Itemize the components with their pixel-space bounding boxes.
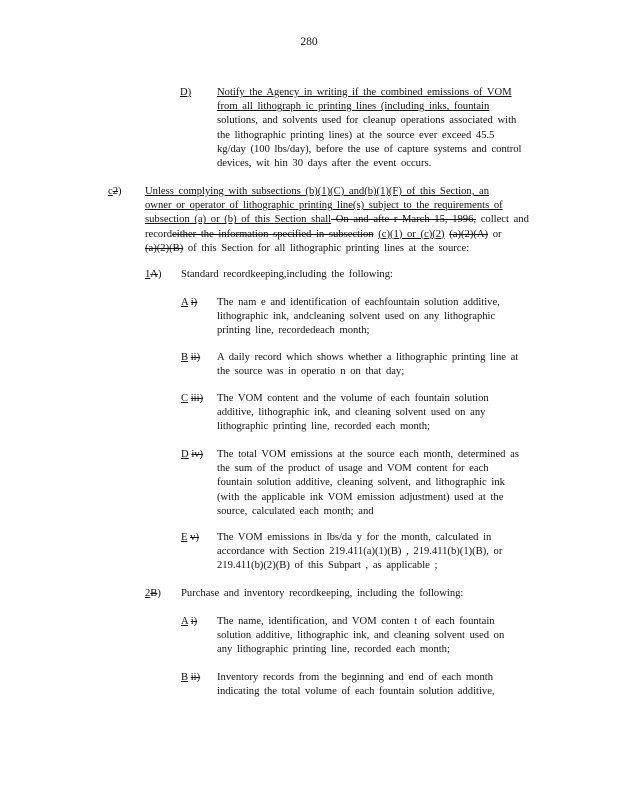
para-1-text: Standard recordkeeping,including the following: (181, 269, 393, 280)
para-d-marker: D) (180, 87, 192, 98)
para-c-text (145, 185, 545, 256)
para-d-line: devices, wit hin 30 days after the event occurs. (217, 158, 432, 170)
list-item: The name, identification, and VOM conten t of each fountain solution additive, lithographic ink, and cleaning solvent used on any lithographic printing line, recorded each month; (217, 616, 505, 656)
list-item: Inventory records from the beginning and end of each month indicating the total volume of each fountain solution additive, (217, 672, 495, 698)
para-d-line: Notify the Agency in writing if the combined emissions of VOM (217, 87, 512, 98)
para-2-marker: 2B) (145, 588, 161, 599)
item-marker: A i) (181, 616, 198, 627)
para-d-line: kg/day (100 lbs/day), before the use of capture systems and control (217, 143, 522, 155)
para-d-line: solutions, and solvents used for cleanup operations associated with (217, 115, 517, 127)
para-d-line: from all lithograph ic printing lines (including inks, fountain (217, 101, 490, 113)
para-c-line: owner or operator of lithographic printing line(s) subject to the requirements of (145, 200, 503, 212)
list-item: The VOM content and the volume of each fountain solution additive, lithographic ink, and cleaning solvent used on any lithographic printing line, recorded each month; (217, 393, 489, 433)
item-marker: B ii) (181, 352, 201, 363)
para-c-line: Unless complying with subsections (b)(1)(C) and(b)(1)(F) of this Section, an (145, 186, 489, 197)
item-marker: E v) (181, 532, 199, 543)
para-c-line: (a)(2)(B) of this Section for all lithographic printing lines at the source: (145, 242, 470, 254)
list-item: The total VOM emissions at the source each month, determined as the sum of the product of usage and VOM content for each fountain solution additive, cleaning solvent, and lithographic ink (with the applicable ink VOM emission adjustment) used at the source, calculated each month; and (217, 449, 519, 517)
page-number: 280 (300, 36, 318, 48)
para-1-marker: 1A) (145, 269, 162, 280)
para-c-line: recordeither the information specified in subsection (c)(1) or (c)(2) (a)(2)(A) or (145, 228, 502, 240)
item-marker: C iii) (181, 393, 204, 404)
item-marker: A i) (181, 297, 198, 308)
list-item: A daily record which shows whether a lithographic printing line at the source was in operatio n on that day; (217, 352, 519, 378)
para-d-line: the lithographic printing lines) at the source ever exceed 45.5 (217, 129, 495, 141)
item-marker: B ii) (181, 672, 201, 683)
para-c-marker: c2) (108, 186, 122, 197)
list-item: The VOM emissions in lbs/da y for the month, calculated in accordance with Section 219.411(a)(1)(B) , 219.411(b)(1)(B), or 219.411(b)(2)(B) of this Subpart , as applicable ; (217, 532, 503, 572)
para-2-text: Purchase and inventory recordkeeping, including the following: (181, 588, 464, 599)
para-d-text (217, 86, 542, 171)
list-item: The nam e and identification of eachfountain solution additive, lithographic ink, andcleaning solvent used on any lithographic printing line, recordedeach month; (217, 297, 500, 337)
para-c-line: subsection (a) or (b) of this Section shall On and afte r March 15, 1996, collect and (145, 214, 529, 226)
item-marker: D iv) (181, 449, 204, 460)
